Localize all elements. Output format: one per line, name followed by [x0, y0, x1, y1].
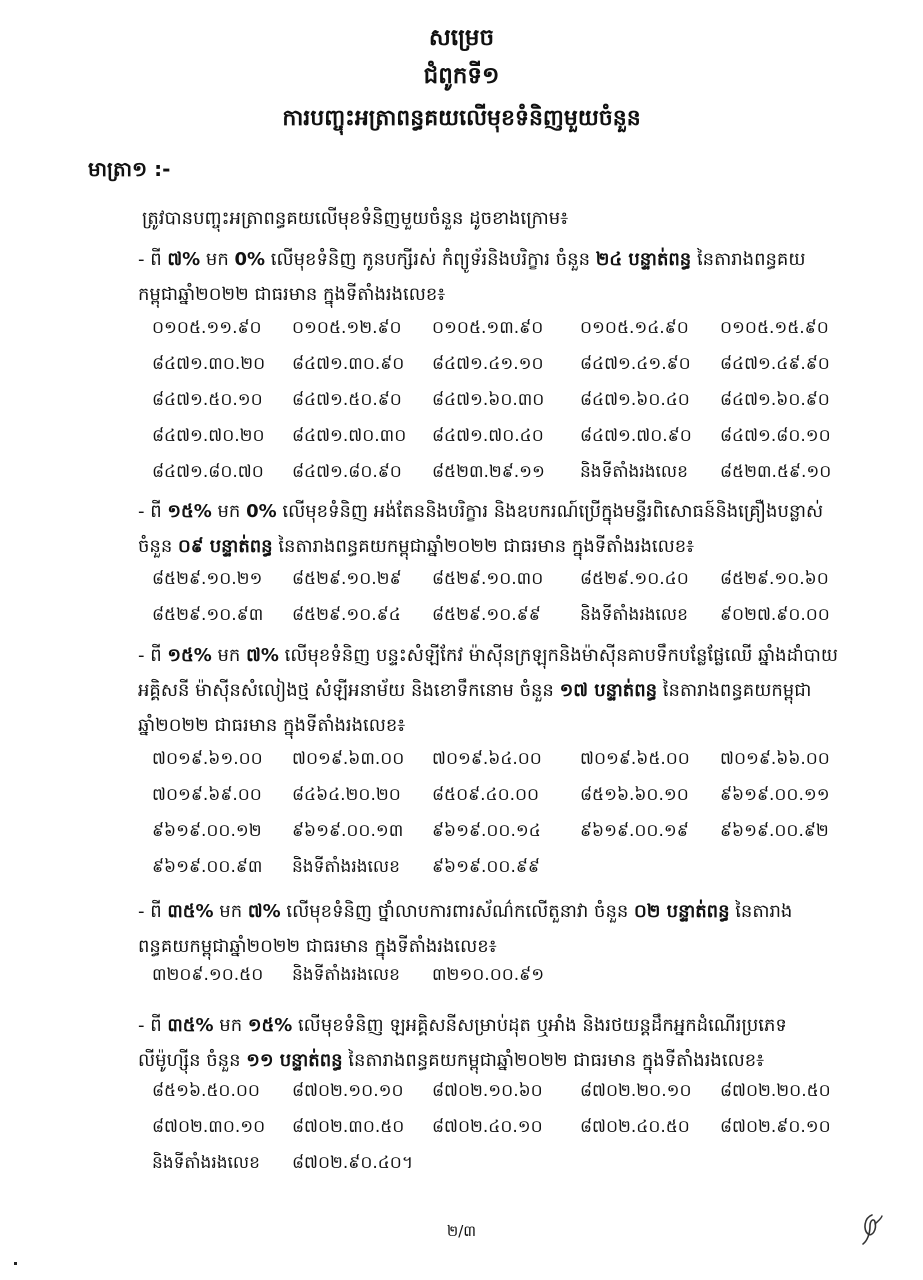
tariff-code: ៨៤៧១.៤១.១០ [432, 354, 544, 374]
tariff-code: ៨៧០២.៤០.១០ [432, 1117, 543, 1137]
tariff-code: ៨៧០២.២០.១០ [580, 1081, 692, 1101]
tariff-code: ០១០៥.១២.៩០ [292, 318, 402, 338]
section-2-text: - ពី ១៥% មក 0% លើមុខទំនិញ អង់តែននិងបរិក្ខារ និងឧបករណ៍ប្រើក្នុងមន្ទីរពិសោធន៍និងគ្រឿងបន្លាស់ ចំនួន ០៩ បន្ទាត់ពន្ធ នៃតារាងពន្ធគយកម្ពុជាឆ្នាំ២០២២ ជាធរមាន ក្នុងទីតាំងរងលេខ៖ [138, 501, 824, 557]
section-4-text: - ពី ៣៥% មក ៧% លើមុខទំនិញ ថ្នាំលាបការពារស័ណ៌កលើតួនាវា ចំនួន ០២ បន្ទាត់ពន្ធ នៃតារាងពន្ធគយកម្ពុជាឆ្នាំ២០២២ ជាធរមាន ក្នុងទីតាំងរងលេខ៖ [138, 901, 793, 957]
tariff-code: ៨៤៧១.៨០.១០ [720, 426, 831, 446]
tariff-code: ៨៥២៩.១០.៤០ [580, 569, 689, 589]
intro-text: ត្រូវបានបញ្ចុះអត្រាពន្ធគយលើមុខទំនិញមួយចំនួន ដូចខាងក្រោម៖ [142, 208, 569, 229]
section-4-to-rate: ៧% [247, 901, 281, 922]
tariff-code: ៨៥២៩.១០.២១ [152, 569, 263, 589]
tariff-code: ៩៦១៩.០០.១២ [152, 821, 262, 841]
section-2-count: ០៩ បន្ទាត់ពន្ធ [178, 536, 273, 557]
tariff-code: ៨៤៧១.៥០.៩០ [292, 390, 402, 410]
tariff-code: ៨៧០២.១០.៦០ [432, 1081, 543, 1101]
range-connector: និងទីតាំងរងលេខ [292, 857, 400, 877]
range-connector: និងទីតាំងរងលេខ [580, 462, 688, 482]
tariff-code: ៨៤៧១.៨០.៩០ [292, 462, 402, 482]
section-3-to-rate: ៧% [246, 645, 279, 666]
range-connector: និងទីតាំងរងលេខ [580, 605, 688, 625]
tariff-code: ៨៧០២.៣០.៥០ [292, 1117, 405, 1137]
section-2-to-rate: 0% [246, 501, 277, 522]
section-4-count: ០២ បន្ទាត់ពន្ធ [634, 901, 730, 922]
tariff-code: ៩៦១៩.០០.១៤ [432, 821, 541, 841]
tariff-code: ៧០១៩.៦៤.០០ [432, 749, 542, 769]
tariff-code: ៩៦១៩.០០.៩២ [720, 821, 829, 841]
tariff-code: ០១០៥.១៣.៩០ [432, 318, 544, 338]
scan-mark [14, 1262, 17, 1265]
tariff-code: ៨៤៧១.៦០.៣០ [432, 390, 545, 410]
section-1-from-rate: ៧% [167, 249, 201, 270]
tariff-code: ៧០១៩.៦៣.០០ [292, 749, 405, 769]
section-5-text: - ពី ៣៥% មក ១៥% លើមុខទំនិញ ឡអគ្គិសនីសម្រាប់ដុត ឬអាំង និងរថយន្តដឹកអ្នកដំណើរប្រភេទលីម៉ូហ្ស៊ីន ចំនួន ១១ បន្ទាត់ពន្ធ នៃតារាងពន្ធគយកម្ពុជាឆ្នាំ២០២២ ជាធរមាន ក្នុងទីតាំងរងលេខ៖ [138, 1015, 787, 1071]
tariff-code: ៣២១០.០០.៩១ [432, 965, 545, 985]
tariff-code: ៨៤៧១.៣០.២០ [152, 354, 266, 374]
tariff-code: ៨៧០២.៣០.១០ [152, 1117, 266, 1137]
initials-signature [858, 1212, 884, 1246]
tariff-code: ៨៧០២.២០.៥០ [720, 1081, 831, 1101]
tariff-code: ៨៥២៩.១០.៩៤ [292, 605, 401, 625]
section-3-from-rate: ១៥% [167, 645, 212, 666]
section-3-count: ១៧ បន្ទាត់ពន្ធ [559, 680, 658, 701]
tariff-code: ៨៥២៩.១០.៩៣ [152, 605, 264, 625]
tariff-code: ៨៥២៣.២៩.១១ [432, 462, 545, 482]
section-4-from-rate: ៣៥% [167, 901, 214, 922]
tariff-code: ៨៤៧១.៧០.៤០ [432, 426, 544, 446]
range-connector: និងទីតាំងរងលេខ [152, 1153, 260, 1173]
tariff-code: ៨៥០៩.៤០.០០ [432, 785, 540, 805]
tariff-code: ៩៦១៩.០០.១៣ [292, 821, 404, 841]
tariff-code: ០១០៥.១៥.៩០ [720, 318, 829, 338]
tariff-code: ៨៤៧១.៦០.៤០ [580, 390, 690, 410]
tariff-code: ៨៥១៦.៦០.១០ [580, 785, 689, 805]
article-heading: មាត្រា១ :- [88, 157, 171, 181]
tariff-code: ០១០៥.១១.៩០ [152, 318, 262, 338]
annex-heading: ជំពូកទី១ [423, 63, 500, 89]
section-2-from-rate: ១៥% [167, 501, 212, 522]
section-5-to-rate: ១៥% [247, 1015, 293, 1036]
tariff-code: ៨៤៦៤.២០.២០ [292, 785, 401, 805]
range-connector: និងទីតាំងរងលេខ [292, 965, 400, 985]
tariff-code: ០១០៥.១៤.៩០ [580, 318, 689, 338]
section-1-count: ២៤ បន្ទាត់ពន្ធ [595, 249, 692, 270]
tariff-code: ៨៤៧១.៦០.៩០ [720, 390, 830, 410]
tariff-code: ៩៦១៩.០០.៩៩ [432, 857, 540, 877]
tariff-code: ៧០១៩.៦១.០០ [152, 749, 263, 769]
tariff-code: ៨៥១៦.៥០.០០ [152, 1081, 260, 1101]
tariff-code: ៧០១៩.៦៩.០០ [152, 785, 262, 805]
section-1-text: - ពី ៧% មក 0% លើមុខទំនិញ កូនបក្សីរស់ កំព្យូទ័រនិងបរិក្ខារ ចំនួន ២៤ បន្ទាត់ពន្ធ នៃតារាងពន្ធគយកម្ពុជាឆ្នាំ២០២២ ជាធរមាន ក្នុងទីតាំងរងលេខ៖ [138, 249, 806, 305]
tariff-code: ៨៤៧១.៥០.១០ [152, 390, 263, 410]
tariff-code: ៨៤៧១.៧០.៩០ [580, 426, 692, 446]
tariff-code: ៨៥២៩.១០.៦០ [720, 569, 829, 589]
document-title: សម្រេច [428, 25, 495, 51]
tariff-code: ៨៥២៩.១០.៩៩ [432, 605, 541, 625]
tariff-code: ៩៦១៩.០០.៩៣ [152, 857, 263, 877]
section-5-count: ១១ បន្ទាត់ពន្ធ [246, 1050, 343, 1071]
tariff-code: ៨៤៧១.៧០.៣០ [292, 426, 407, 446]
page-number: ២/៣ [446, 1222, 477, 1240]
tariff-code: ៨៧០២.១០.១០ [292, 1081, 404, 1101]
tariff-code: ៨៧០២.៩០.៤០។ [292, 1153, 414, 1173]
tariff-code: ៧០១៩.៦៦.០០ [720, 749, 830, 769]
tariff-code: ៩៦១៩.០០.១១ [720, 785, 830, 805]
tariff-code: ៨៤៧១.៣០.៩០ [292, 354, 405, 374]
section-5-from-rate: ៣៥% [167, 1015, 214, 1036]
tariff-code: ៨៥២៩.១០.២៩ [292, 569, 402, 589]
tariff-code: ៣២០៩.១០.៥០ [152, 965, 264, 985]
tariff-code: ៧០១៩.៦៥.០០ [580, 749, 690, 769]
tariff-code: ៩៦១៩.០០.១៩ [580, 821, 689, 841]
tariff-code: ៨៤៧១.៧០.២០ [152, 426, 265, 446]
section-3-text: - ពី ១៥% មក ៧% លើមុខទំនិញ បន្ទះសំឡីកែវ ម៉ាស៊ីនក្រឡុកនិងម៉ាស៊ីនគាបទឹកបន្លែផ្លែឈើ ឆ្នាំងដាំបាយអគ្គិសនី ម៉ាស៊ីនសំលៀងថ្ម សំឡីអនាម័យ និងខោទឹកនោម ចំនួន ១៧ បន្ទាត់ពន្ធ នៃតារាងពន្ធគយកម្ពុជាឆ្នាំ២០២២ ជាធរមាន ក្នុងទីតាំងរងលេខ៖ [138, 645, 838, 736]
tariff-code: ៨៥២៣.៥៩.១០ [720, 462, 832, 482]
tariff-code: ៨៧០២.៤០.៥០ [580, 1117, 690, 1137]
tariff-code: ៨៤៧១.៤៩.៩០ [720, 354, 830, 374]
section-1-to-rate: 0% [234, 249, 266, 270]
tariff-code: ៨៧០២.៩០.១០ [720, 1117, 831, 1137]
chapter-subtitle: ការបញ្ចុះអត្រាពន្ធគយលើមុខទំនិញមួយចំនួន [282, 106, 641, 131]
tariff-code: ៨៤៧១.៨០.៧០ [152, 462, 264, 482]
tariff-code: ៨៥២៩.១០.៣០ [432, 569, 544, 589]
tariff-code: ៨៤៧១.៤១.៩០ [580, 354, 691, 374]
tariff-code: ៩០២៧.៩០.០០ [720, 605, 830, 625]
